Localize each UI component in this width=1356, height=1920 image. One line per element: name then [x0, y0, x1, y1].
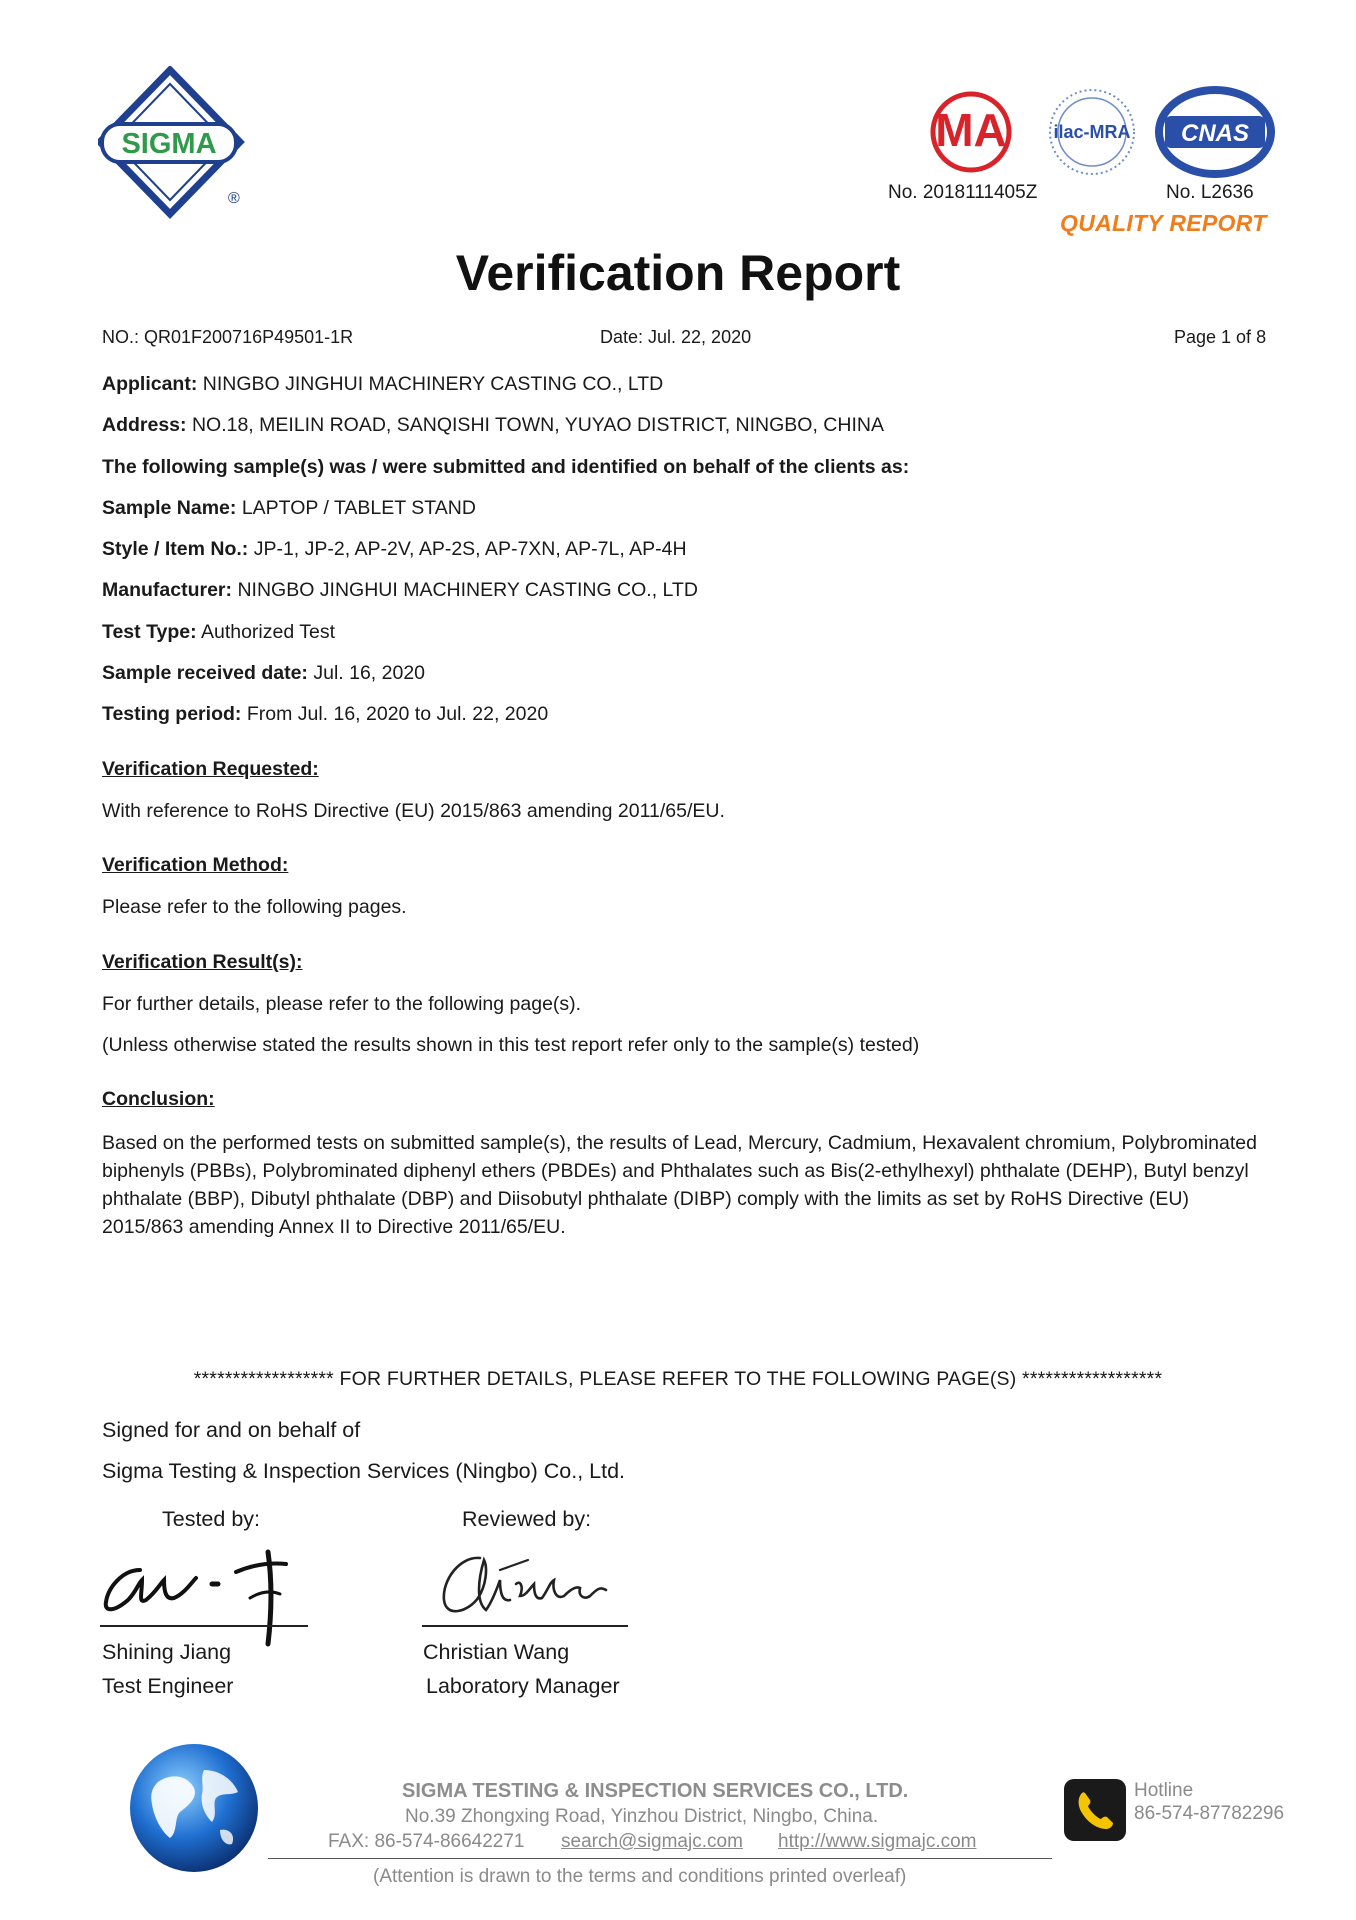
reviewed-by-label: Reviewed by:	[462, 1507, 592, 1531]
reviewer-title: Laboratory Manager	[426, 1674, 620, 1698]
footer-divider	[268, 1858, 1052, 1859]
ilac-mra-logo	[1050, 90, 1134, 174]
manufacturer-field: Manufacturer: NINGBO JINGHUI MACHINERY CASTING CO., LTD	[102, 579, 698, 601]
footer-website-link[interactable]: http://www.sigmajc.com	[778, 1831, 977, 1852]
tester-name: Shining Jiang	[102, 1640, 232, 1664]
reviewer-signature-line	[422, 1625, 628, 1627]
svg-text:ilac-MRA: ilac-MRA	[1053, 122, 1131, 142]
svg-text:CNAS: CNAS	[1180, 120, 1250, 147]
testing-period-field: Testing period: From Jul. 16, 2020 to Jul. 22, 2020	[102, 703, 549, 725]
verification-result-text-1: For further details, please refer to the following page(s).	[102, 993, 582, 1015]
svg-text:®: ®	[228, 190, 240, 207]
verification-requested-heading: Verification Requested:	[102, 758, 319, 780]
received-date-field: Sample received date: Jul. 16, 2020	[102, 662, 426, 684]
svg-text:MA: MA	[935, 104, 1007, 156]
page-number: Page 1 of 8	[1174, 327, 1267, 347]
ma-logo	[933, 94, 1009, 170]
verification-requested-text: With reference to RoHS Directive (EU) 2015/863 amending 2011/65/EU.	[102, 800, 725, 822]
ma-certificate-number: No. 2018111405Z	[888, 182, 1038, 203]
globe-icon	[128, 1742, 260, 1874]
footer-email-link[interactable]: search@sigmajc.com	[561, 1831, 743, 1852]
footer-attention-note: (Attention is drawn to the terms and conditions printed overleaf)	[373, 1866, 907, 1887]
quality-report-label: QUALITY REPORT	[1060, 210, 1267, 236]
cnas-certificate-number: No. L2636	[1166, 182, 1254, 203]
verification-result-text-2: (Unless otherwise stated the results shown in this test report refer only to the sample(s) tested)	[102, 1034, 920, 1056]
tested-by-label: Tested by:	[162, 1507, 260, 1531]
sigma-logo	[98, 66, 248, 226]
footer-address: No.39 Zhongxing Road, Yinzhou District, Ningbo, China.	[405, 1806, 879, 1827]
tester-signature-line	[100, 1625, 308, 1627]
cnas-logo	[1159, 90, 1271, 174]
phone-icon	[1064, 1779, 1126, 1841]
footer-fax: FAX: 86-574-86642271	[328, 1831, 525, 1852]
hotline-number: 86-574-87782296	[1134, 1803, 1285, 1824]
report-number: NO.: QR01F200716P49501-1R	[102, 327, 354, 347]
style-item-field: Style / Item No.: JP-1, JP-2, AP-2V, AP-2S, AP-7XN, AP-7L, AP-4H	[102, 538, 687, 560]
verification-method-heading: Verification Method:	[102, 854, 289, 876]
hotline-label: Hotline	[1134, 1780, 1194, 1801]
verification-method-text: Please refer to the following pages.	[102, 896, 407, 918]
footer-company-name: SIGMA TESTING & INSPECTION SERVICES CO., LTD.	[402, 1780, 909, 1802]
applicant-field: Applicant: NINGBO JINGHUI MACHINERY CASTING CO., LTD	[102, 373, 664, 395]
signing-company: Sigma Testing & Inspection Services (Ningbo) Co., Ltd.	[102, 1459, 626, 1483]
submitted-statement: The following sample(s) was / were submitted and identified on behalf of the clients as:	[102, 456, 910, 478]
page-title: Verification Report	[455, 245, 901, 301]
svg-text:SIGMA: SIGMA	[121, 128, 217, 160]
conclusion-heading: Conclusion:	[102, 1088, 215, 1110]
test-type-field: Test Type: Authorized Test	[102, 621, 336, 643]
verification-result-heading: Verification Result(s):	[102, 951, 303, 973]
address-field: Address: NO.18, MEILIN ROAD, SANQISHI TOWN, YUYAO DISTRICT, NINGBO, CHINA	[102, 414, 884, 436]
report-date: Date: Jul. 22, 2020	[600, 327, 752, 347]
reviewer-signature	[430, 1540, 630, 1630]
reviewer-name: Christian Wang	[423, 1640, 570, 1664]
conclusion-text: Based on the performed tests on submitted sample(s), the results of Lead, Mercury, Cadmium, Hexavalent chromium, Polybrominated biphenyls (PBBs), Polybrominated diphenyl ethers (PBDEs) and Phthalates such as Bis(2-ethylhexyl) phthalate (DEHP), Butyl benzyl phthalate (BBP), Dibutyl phthalate (DBP) and Diisobutyl phthalate (DIBP) comply with the limits as set by RoHS Directive (EU) 2015/863 amending Annex II to Directive 2011/65/EU.	[102, 1132, 1257, 1238]
tester-signature	[100, 1540, 310, 1650]
sample-name-field: Sample Name: LAPTOP / TABLET STAND	[102, 497, 476, 519]
certification-logos	[915, 80, 1285, 180]
signed-for-text: Signed for and on behalf of	[102, 1418, 361, 1442]
tester-title: Test Engineer	[102, 1674, 234, 1698]
further-details-notice: ****************** FOR FURTHER DETAILS, PLEASE REFER TO THE FOLLOWING PAGE(S) ******************	[193, 1368, 1163, 1390]
